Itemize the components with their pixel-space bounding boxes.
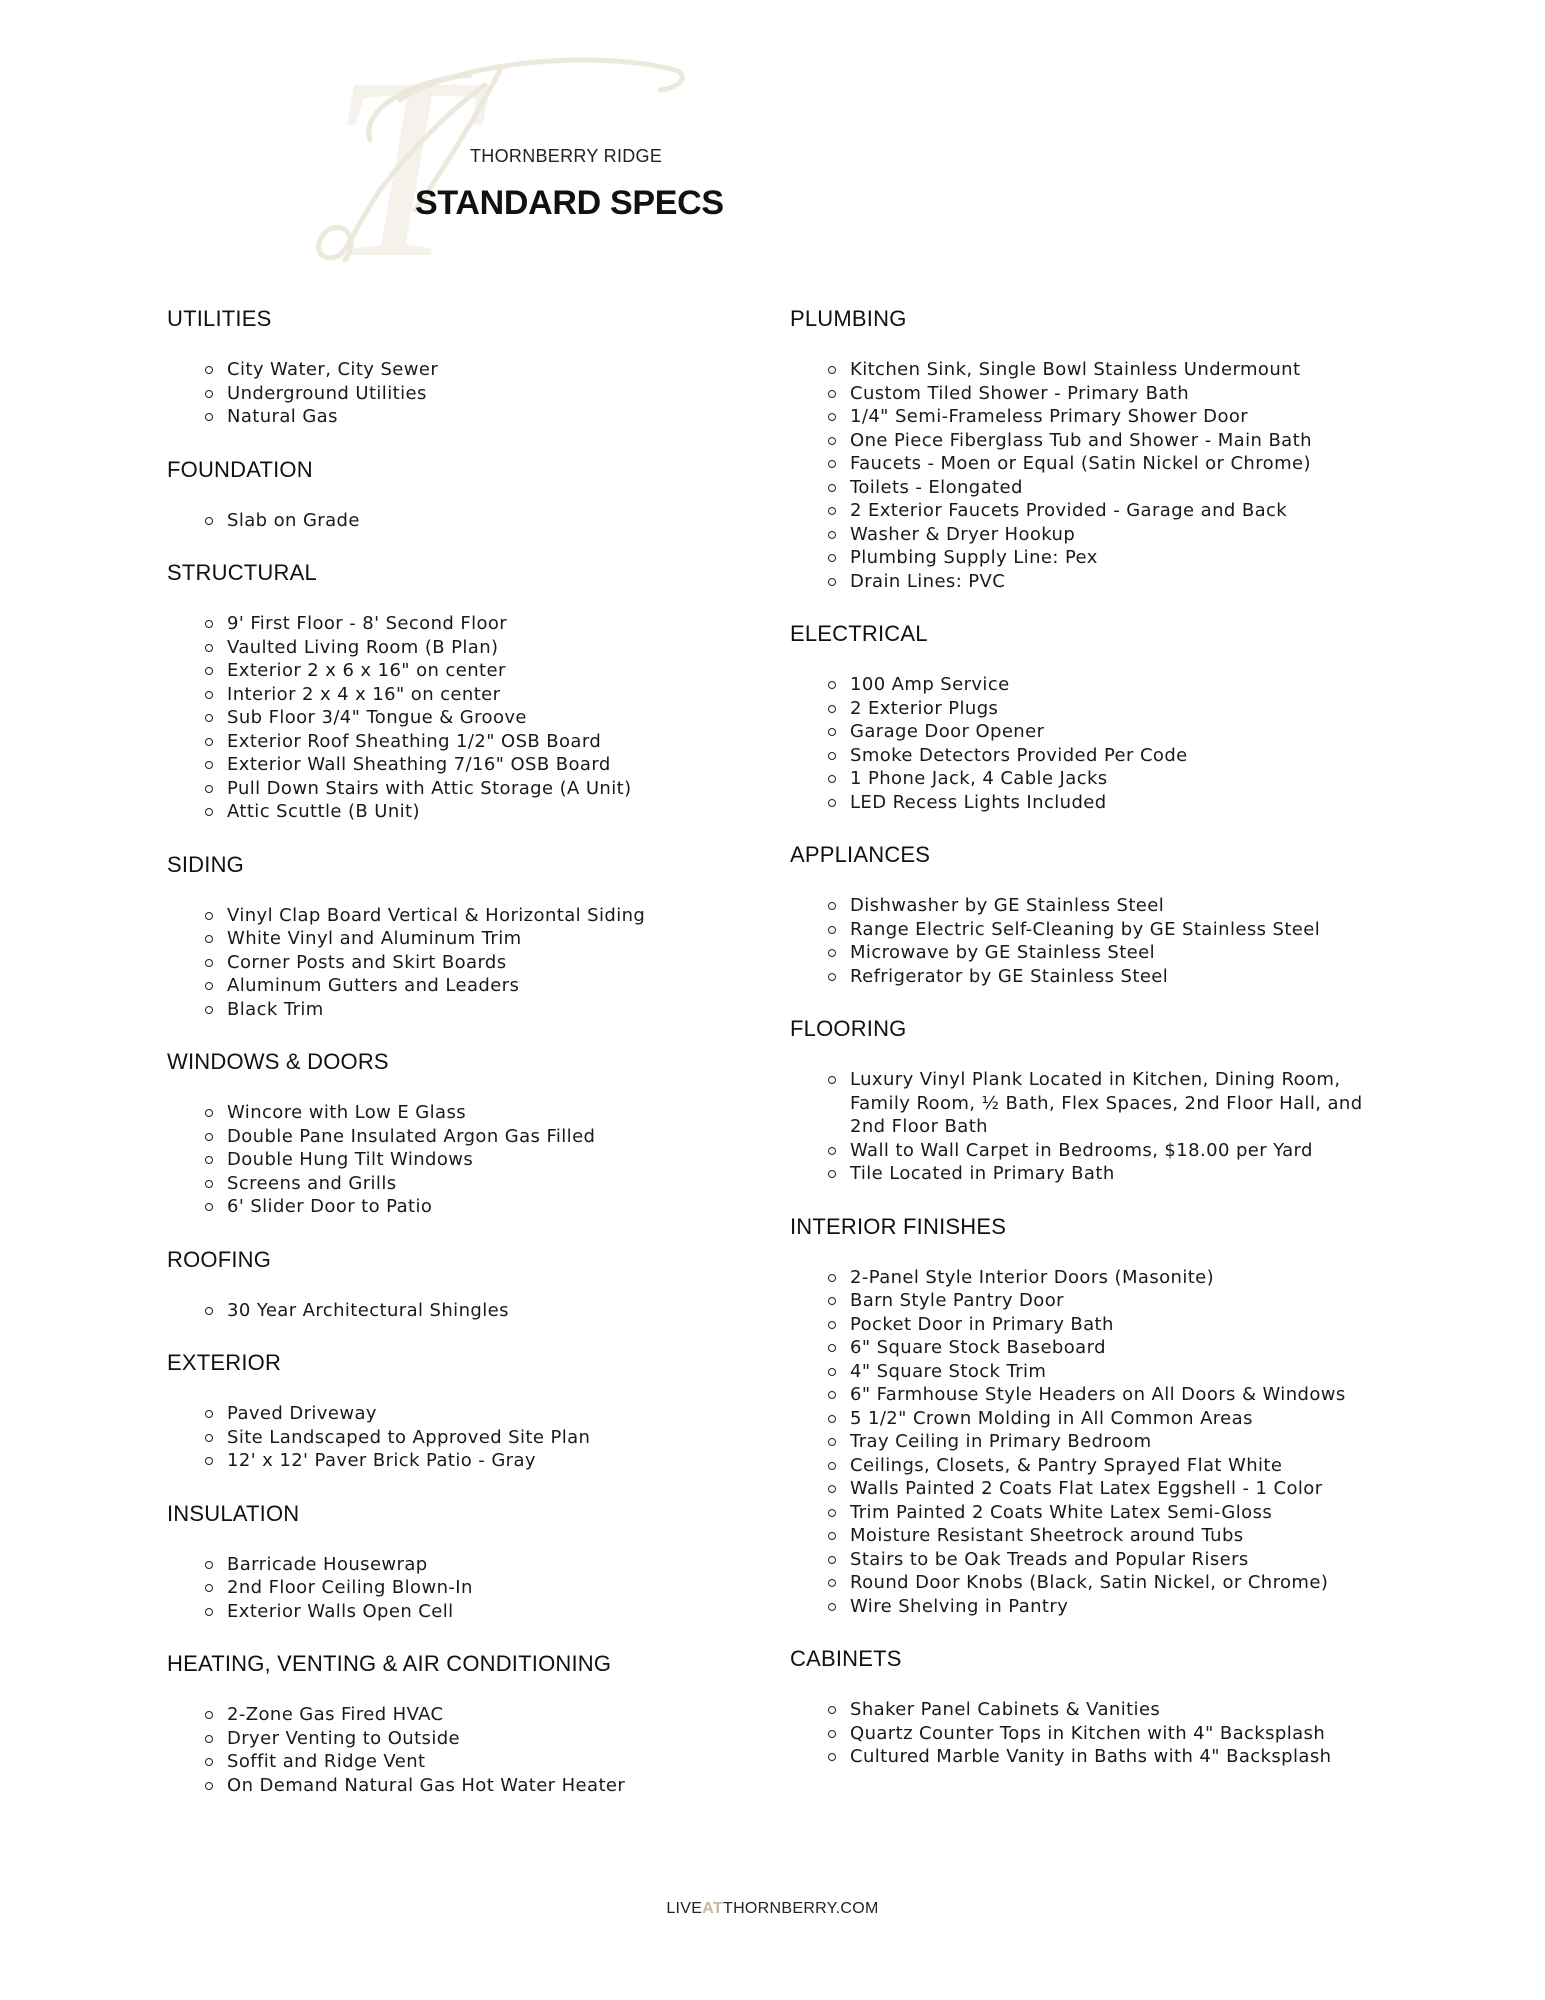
list-item: Round Door Knobs (Black, Satin Nickel, or Chrome): [850, 1571, 1390, 1595]
section-title: HEATING, VENTING & AIR CONDITIONING: [167, 1651, 612, 1676]
list-item: Exterior 2 x 6 x 16" on center: [227, 659, 747, 683]
list-item: Screens and Grills: [227, 1172, 747, 1196]
list-item: Vinyl Clap Board Vertical & Horizontal Siding: [227, 904, 747, 928]
page-title: STANDARD SPECS: [415, 184, 724, 222]
section-interior-finishes: [790, 1214, 1390, 1619]
list-item: Wall to Wall Carpet in Bedrooms, $18.00 per Yard: [850, 1139, 1390, 1163]
list-item: 12' x 12' Paver Brick Patio - Gray: [227, 1449, 747, 1473]
section-title: FLOORING: [790, 1016, 907, 1041]
section-title: STRUCTURAL: [167, 560, 317, 585]
section-hvac: [167, 1651, 747, 1797]
list-item: Underground Utilities: [227, 382, 747, 406]
list-item: Wincore with Low E Glass: [227, 1101, 747, 1125]
list-item: Faucets - Moen or Equal (Satin Nickel or Chrome): [850, 452, 1390, 476]
list-item: Barn Style Pantry Door: [850, 1289, 1390, 1313]
list-item: Aluminum Gutters and Leaders: [227, 974, 747, 998]
section-title: ROOFING: [167, 1246, 272, 1272]
footer-live: LIVE: [666, 1900, 703, 1917]
list-item: Tile Located in Primary Bath: [850, 1162, 1390, 1186]
list-item: Dryer Venting to Outside: [227, 1727, 747, 1751]
list-item: 2-Panel Style Interior Doors (Masonite): [850, 1266, 1390, 1290]
list-item: LED Recess Lights Included: [850, 791, 1390, 815]
list-item: Interior 2 x 4 x 16" on center: [227, 683, 747, 707]
list-item: Sub Floor 3/4" Tongue & Groove: [227, 706, 747, 730]
list-item: 1/4" Semi-Frameless Primary Shower Door: [850, 405, 1390, 429]
list-item: Ceilings, Closets, & Pantry Sprayed Flat White: [850, 1454, 1390, 1478]
footer-domain: THORNBERRY.COM: [723, 1900, 879, 1917]
list-item: Quartz Counter Tops in Kitchen with 4" Backsplash: [850, 1722, 1390, 1746]
section-title: EXTERIOR: [167, 1350, 282, 1375]
svg-text:T: T: [330, 40, 475, 280]
list-item: Washer & Dryer Hookup: [850, 523, 1390, 547]
list-item: 100 Amp Service: [850, 673, 1390, 697]
section-cabinets: [790, 1646, 1390, 1769]
list-item: Corner Posts and Skirt Boards: [227, 951, 747, 975]
list-item: 5 1/2" Crown Molding in All Common Areas: [850, 1407, 1390, 1431]
list-item: Pocket Door in Primary Bath: [850, 1313, 1390, 1337]
list-item: Garage Door Opener: [850, 720, 1390, 744]
section-utilities: [167, 306, 747, 429]
list-item: Slab on Grade: [227, 509, 747, 533]
list-item: Exterior Wall Sheathing 7/16" OSB Board: [227, 753, 747, 777]
list-item: Custom Tiled Shower - Primary Bath: [850, 382, 1390, 406]
section-title: ELECTRICAL: [790, 621, 928, 646]
list-item: Walls Painted 2 Coats Flat Latex Eggshell - 1 Color: [850, 1477, 1390, 1501]
list-item: Paved Driveway: [227, 1402, 747, 1426]
list-item: 2-Zone Gas Fired HVAC: [227, 1703, 747, 1727]
list-item: Shaker Panel Cabinets & Vanities: [850, 1698, 1390, 1722]
left-column: [167, 306, 747, 1797]
list-item: Exterior Walls Open Cell: [227, 1600, 747, 1624]
list-item: 2 Exterior Plugs: [850, 697, 1390, 721]
list-item: 6" Square Stock Baseboard: [850, 1336, 1390, 1360]
list-item: Trim Painted 2 Coats White Latex Semi-Gloss: [850, 1501, 1390, 1525]
section-insulation: [167, 1501, 747, 1624]
list-item: Plumbing Supply Line: Pex: [850, 546, 1390, 570]
list-item: 2 Exterior Faucets Provided - Garage and Back: [850, 499, 1390, 523]
list-item: 9' First Floor - 8' Second Floor: [227, 612, 747, 636]
list-item: Pull Down Stairs with Attic Storage (A Unit): [227, 777, 747, 801]
list-item: White Vinyl and Aluminum Trim: [227, 927, 747, 951]
section-structural: [167, 560, 747, 824]
section-title: CABINETS: [790, 1646, 902, 1671]
right-column: [790, 306, 1390, 1769]
footer-website-link[interactable]: [0, 1900, 1545, 1918]
section-title: FOUNDATION: [167, 456, 313, 482]
list-item: Wire Shelving in Pantry: [850, 1595, 1390, 1619]
list-item: On Demand Natural Gas Hot Water Heater: [227, 1774, 747, 1798]
list-item: Luxury Vinyl Plank Located in Kitchen, Dining Room, Family Room, ½ Bath, Flex Spaces, 2nd Floor Hall, and 2nd Floor Bath: [850, 1068, 1390, 1139]
list-item: 6' Slider Door to Patio: [227, 1195, 747, 1219]
section-roofing: [167, 1247, 747, 1323]
list-item: Exterior Roof Sheathing 1/2" OSB Board: [227, 730, 747, 754]
list-item: Drain Lines: PVC: [850, 570, 1390, 594]
section-title: SIDING: [167, 851, 244, 877]
section-foundation: [167, 457, 747, 533]
list-item: 1 Phone Jack, 4 Cable Jacks: [850, 767, 1390, 791]
list-item: 2nd Floor Ceiling Blown-In: [227, 1576, 747, 1600]
list-item: Cultured Marble Vanity in Baths with 4" Backsplash: [850, 1745, 1390, 1769]
section-appliances: [790, 842, 1390, 988]
list-item: Double Hung Tilt Windows: [227, 1148, 747, 1172]
section-title: PLUMBING: [790, 306, 907, 331]
section-title: WINDOWS & DOORS: [167, 1049, 389, 1074]
section-windows-doors: [167, 1049, 747, 1219]
list-item: Kitchen Sink, Single Bowl Stainless Undermount: [850, 358, 1390, 382]
brand-name: THORNBERRY RIDGE: [470, 146, 663, 166]
list-item: Toilets - Elongated: [850, 476, 1390, 500]
list-item: 6" Farmhouse Style Headers on All Doors & Windows: [850, 1383, 1390, 1407]
section-siding: [167, 852, 747, 1022]
section-flooring: [790, 1016, 1390, 1186]
list-item: Attic Scuttle (B Unit): [227, 800, 747, 824]
list-item: Smoke Detectors Provided Per Code: [850, 744, 1390, 768]
section-title: INTERIOR FINISHES: [790, 1213, 1007, 1239]
section-electrical: [790, 621, 1390, 814]
list-item: Vaulted Living Room (B Plan): [227, 636, 747, 660]
section-title: APPLIANCES: [790, 842, 931, 867]
section-title: UTILITIES: [167, 306, 272, 331]
list-item: Stairs to be Oak Treads and Popular Risers: [850, 1548, 1390, 1572]
section-title: INSULATION: [167, 1500, 300, 1526]
list-item: Microwave by GE Stainless Steel: [850, 941, 1390, 965]
list-item: Dishwasher by GE Stainless Steel: [850, 894, 1390, 918]
list-item: Natural Gas: [227, 405, 747, 429]
section-plumbing: [790, 306, 1390, 593]
list-item: 30 Year Architectural Shingles: [227, 1299, 747, 1323]
list-item: Site Landscaped to Approved Site Plan: [227, 1426, 747, 1450]
list-item: Refrigerator by GE Stainless Steel: [850, 965, 1390, 989]
list-item: Moisture Resistant Sheetrock around Tubs: [850, 1524, 1390, 1548]
list-item: Soffit and Ridge Vent: [227, 1750, 747, 1774]
section-exterior: [167, 1350, 747, 1473]
list-item: Black Trim: [227, 998, 747, 1022]
list-item: Barricade Housewrap: [227, 1553, 747, 1577]
list-item: One Piece Fiberglass Tub and Shower - Main Bath: [850, 429, 1390, 453]
list-item: Tray Ceiling in Primary Bedroom: [850, 1430, 1390, 1454]
list-item: 4" Square Stock Trim: [850, 1360, 1390, 1384]
list-item: Range Electric Self-Cleaning by GE Stainless Steel: [850, 918, 1390, 942]
list-item: Double Pane Insulated Argon Gas Filled: [227, 1125, 747, 1149]
list-item: City Water, City Sewer: [227, 358, 747, 382]
footer-at: AT: [702, 1900, 723, 1917]
